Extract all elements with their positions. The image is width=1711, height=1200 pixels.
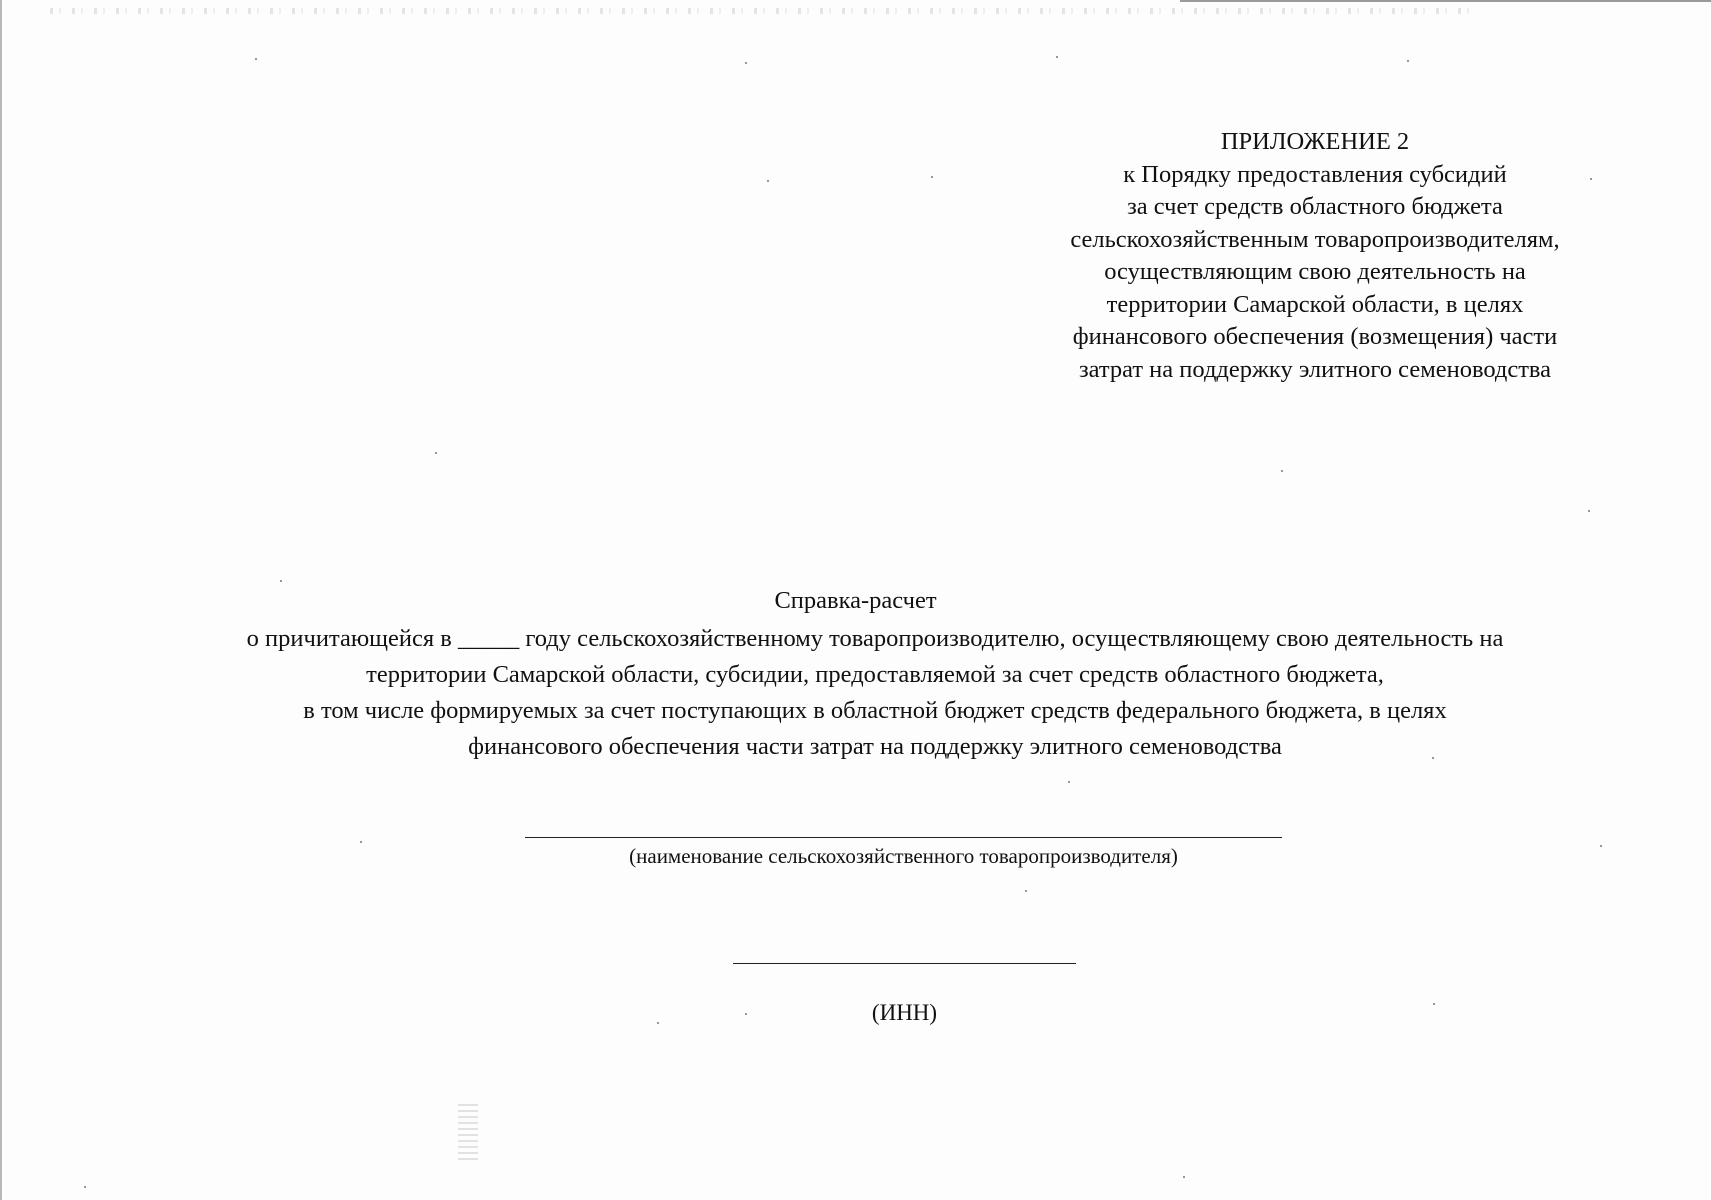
annex-line: за счет средств областного бюджета — [1127, 193, 1503, 220]
subtitle-line: территории Самарской области, субсидии, предоставляемой за счет средств областного бюджета, — [366, 661, 1384, 688]
producer-name-field — [525, 837, 1282, 838]
annex-line: затрат на поддержку элитного семеноводства — [1078, 355, 1552, 383]
annex-line: финансового обеспечения (возмещения) части — [1072, 323, 1558, 350]
producer-name-caption: (наименование сельскохозяйственного товаропроизводителя) — [629, 844, 1178, 868]
document-title: Справка-расчет — [774, 587, 937, 614]
annex-line: к Порядку предоставления субсидий — [1123, 160, 1507, 188]
annex-line: территории Самарской области, в целях — [1106, 290, 1524, 318]
subtitle-line: в том числе формируемых за счет поступающих в областной бюджет средств федерального бюджета, в целях — [303, 697, 1447, 724]
document-subtitle — [40, 621, 1710, 765]
annex-header — [960, 126, 1670, 386]
annex-line: сельскохозяйственным товаропроизводителям, — [1070, 225, 1560, 253]
subtitle-line: финансового обеспечения части затрат на поддержку элитного семеноводства — [468, 733, 1282, 760]
inn-field — [733, 963, 1076, 964]
scan-noise — [50, 8, 1470, 14]
annex-line: осуществляющим свою деятельность на — [1104, 258, 1526, 285]
subtitle-line: о причитающейся в _____ году сельскохозяйственному товаропроизводителю, осуществляющему свою деятельность на — [246, 625, 1504, 652]
scan-top-line — [1180, 0, 1711, 2]
annex-line: ПРИЛОЖЕНИЕ 2 — [1220, 128, 1410, 155]
inn-caption: (ИНН) — [871, 1000, 938, 1025]
scan-smudge — [458, 1100, 478, 1160]
